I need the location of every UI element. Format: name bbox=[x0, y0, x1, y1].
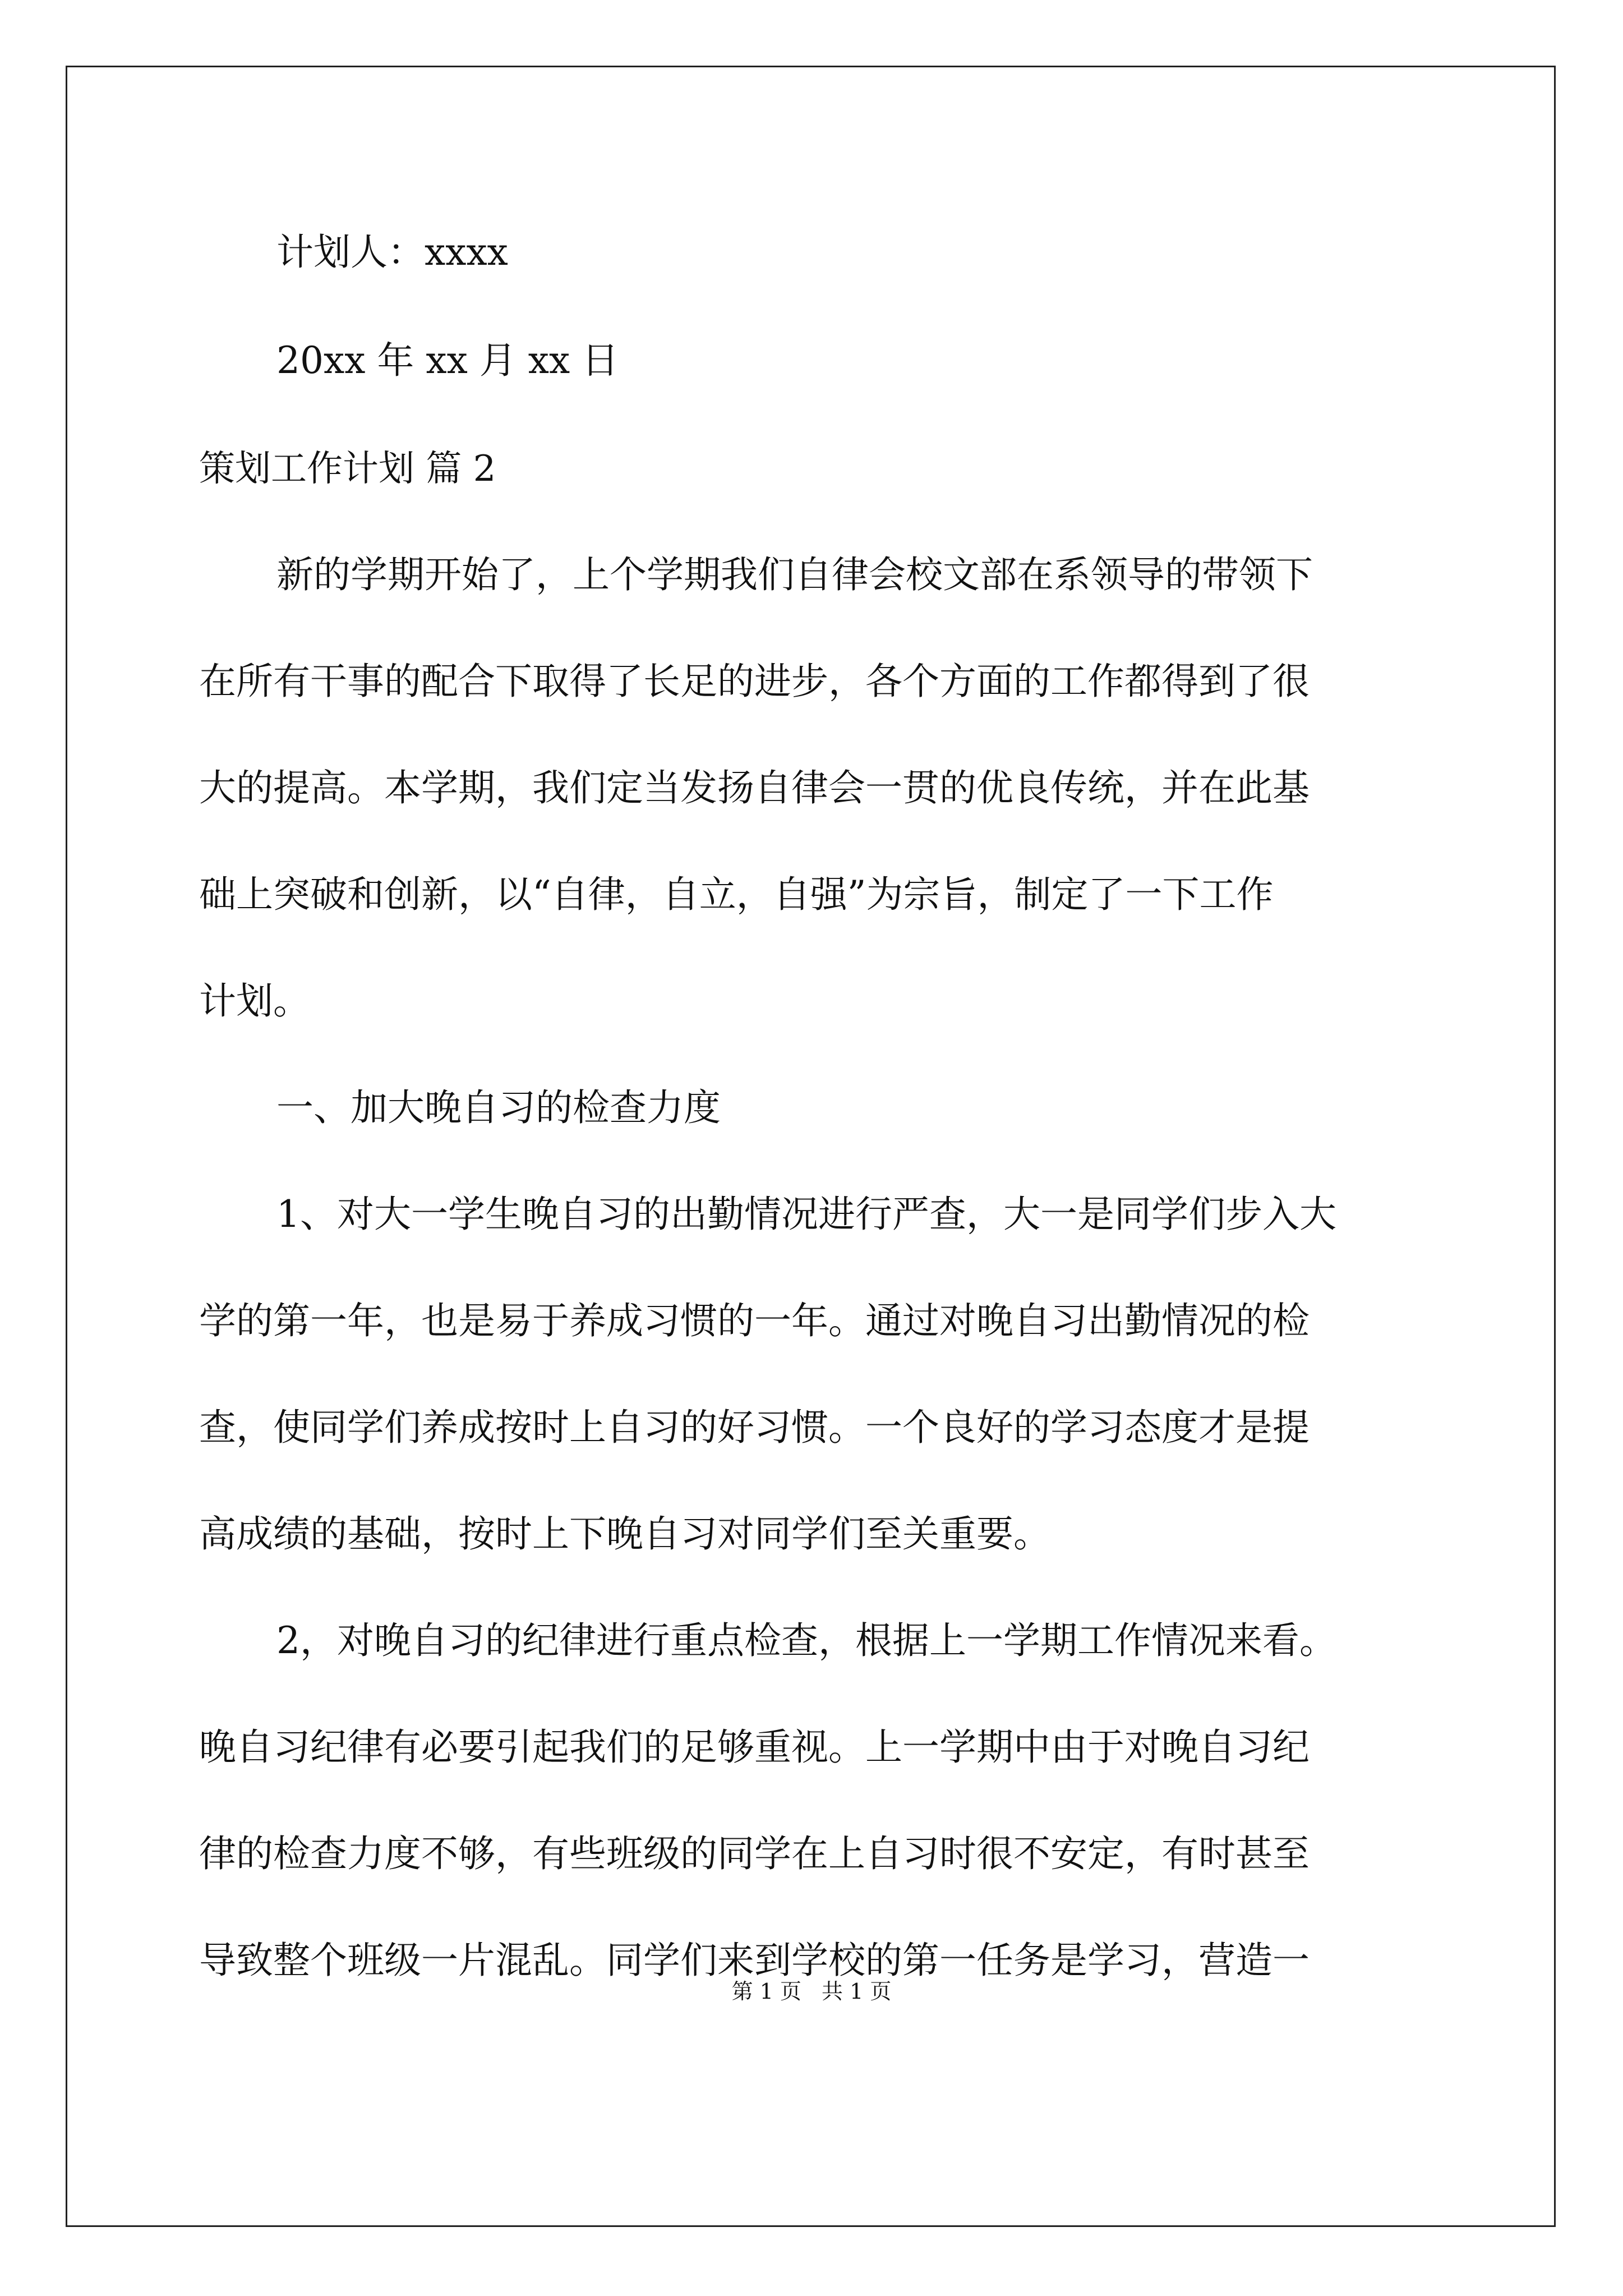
page-total: 共 1 页 bbox=[822, 1979, 892, 2004]
date-line: 20xx 年 xx 月 xx 日 bbox=[276, 339, 619, 382]
section-heading: 策划工作计划 篇 2 bbox=[199, 448, 496, 490]
page-number: 第 1 页 bbox=[731, 1979, 801, 2004]
paragraph-line: 础上突破和创新，以“自律，自立，自强”为宗旨，制定了一下工作 bbox=[199, 873, 1274, 916]
paragraph-line: 晚自习纪律有必要引起我们的足够重视。上一学期中由于对晚自习纪 bbox=[199, 1726, 1310, 1769]
paragraph-line: 导致整个班级一片混乱。同学们来到学校的第一任务是学习，营造一 bbox=[199, 1939, 1310, 1982]
paragraph-line: 在所有干事的配合下取得了长足的进步，各个方面的工作都得到了很 bbox=[199, 660, 1310, 703]
paragraph-line: 学的第一年，也是易于养成习惯的一年。通过对晚自习出勤情况的检 bbox=[199, 1299, 1310, 1342]
page-footer bbox=[0, 1976, 1623, 2007]
paragraph-line: 律的检查力度不够，有些班级的同学在上自习时很不安定，有时甚至 bbox=[199, 1832, 1310, 1875]
paragraph-line: 新的学期开始了，上个学期我们自律会校文部在系领导的带领下 bbox=[276, 553, 1313, 596]
paragraph-line: 查，使同学们养成按时上自习的好习惯。一个良好的学习态度才是提 bbox=[199, 1406, 1310, 1449]
paragraph-line: 高成绩的基础，按时上下晚自习对同学们至关重要。 bbox=[199, 1512, 1050, 1556]
paragraph-line: 大的提高。本学期，我们定当发扬自律会一贯的优良传统，并在此基 bbox=[199, 766, 1310, 809]
subheading: 一、加大晚自习的检查力度 bbox=[276, 1086, 721, 1129]
planner-line: 计划人：xxxx bbox=[276, 231, 508, 274]
paragraph-line: 1、对大一学生晚自习的出勤情况进行严查，大一是同学们步入大 bbox=[276, 1193, 1336, 1236]
page-border bbox=[66, 66, 1556, 2227]
paragraph-line: 2，对晚自习的纪律进行重点检查，根据上一学期工作情况来看。 bbox=[276, 1619, 1336, 1662]
paragraph-line: 计划。 bbox=[199, 979, 310, 1023]
